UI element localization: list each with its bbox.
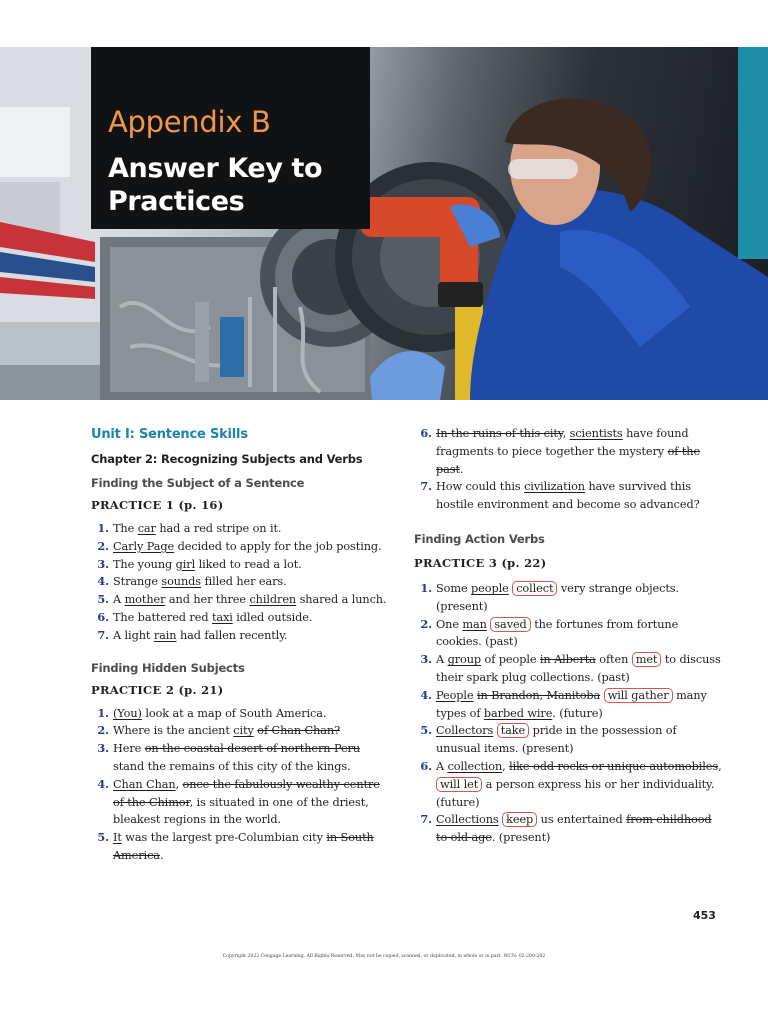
answer-item — [414, 758, 724, 811]
section-heading-finding-action: Finding Action Verbs — [414, 531, 545, 546]
answer-text: very strange objects. (present) — [436, 581, 679, 613]
verb-circled: will let — [436, 777, 482, 792]
answer-text: the fortunes from fortune cookies. (past) — [436, 617, 679, 649]
subject-underlined: Collections — [436, 813, 499, 827]
answer-text: A — [113, 593, 125, 607]
verb-circled: will gather — [604, 688, 673, 703]
subject-underlined: collection — [447, 759, 503, 773]
answer-number: 7. — [420, 812, 432, 827]
answer-number: 2. — [97, 538, 109, 553]
answer-text: , — [718, 759, 722, 773]
answer-text: of people — [481, 653, 540, 667]
answer-item — [91, 776, 391, 829]
subject-underlined: barbed wire — [483, 706, 553, 720]
prepositional-phrase-crossed: in Alberta — [539, 653, 596, 667]
answer-text: Here — [113, 742, 145, 756]
subject-underlined: children — [249, 593, 297, 607]
prepositional-phrase-crossed: from childhood to old age — [436, 813, 712, 845]
answer-text: and her three — [165, 593, 250, 607]
answer-item — [414, 651, 724, 687]
answer-text: The young — [113, 557, 176, 571]
subject-underlined: man — [462, 617, 487, 631]
answer-text: . (future) — [552, 706, 603, 720]
practice-2-heading: PRACTICE 2 (p. 21) — [91, 682, 224, 697]
prepositional-phrase-crossed: in Brandon, Manitoba — [477, 688, 601, 702]
subject-underlined: group — [447, 653, 482, 667]
verb-circled: take — [497, 723, 529, 738]
subject-underlined: (You) — [113, 706, 142, 720]
answer-number: 1. — [97, 521, 109, 535]
answer-item — [91, 591, 391, 609]
answer-number: 1. — [420, 580, 432, 595]
section-heading-finding-subject: Finding the Subject of a Sentence — [91, 476, 305, 490]
answer-text: the remains of this city of the kings. — [147, 759, 351, 773]
answer-number: 6. — [420, 426, 432, 440]
answer-text: A — [436, 653, 448, 667]
answer-item — [91, 705, 391, 723]
copyright-notice: Copyright 2022 Cengage Learning. All Rights Reserved. May not be copied, scanned, or duplicated, in whole or in part. WCN: 02-200-202 — [222, 954, 546, 959]
verb-circled: saved — [490, 617, 530, 632]
answer-text: The — [113, 522, 138, 535]
answer-text: , is situated in one of the driest, bleakest regions in the world. — [113, 795, 369, 827]
answer-number: 4. — [97, 776, 109, 791]
answer-number: 1. — [97, 705, 109, 720]
answer-number: 5. — [420, 723, 432, 738]
verb-circled: keep — [502, 812, 537, 827]
answer-text: Strange — [113, 575, 162, 589]
answer-item — [91, 722, 391, 740]
subject-underlined: scientists — [569, 427, 623, 440]
unit-title: Unit I: Sentence Skills — [91, 427, 248, 442]
subject-underlined: Collectors — [436, 724, 494, 738]
prepositional-phrase-crossed: of the past — [436, 444, 701, 476]
answer-text: . (present) — [491, 831, 551, 845]
answer-number: 2. — [97, 723, 109, 738]
answer-text: . — [459, 462, 464, 476]
answer-text: How could this — [436, 480, 525, 494]
verb-circled: collect — [512, 581, 557, 596]
answer-text: idled outside. — [232, 610, 313, 624]
answer-item — [414, 425, 724, 478]
answer-item — [91, 556, 391, 574]
answer-number: 7. — [420, 479, 432, 494]
subject-underlined: sounds — [161, 575, 201, 589]
prepositional-phrase-crossed: once the fabulously wealthy centre of the Chimor — [113, 777, 380, 809]
answer-text: . — [159, 848, 164, 862]
answer-number: 4. — [420, 687, 432, 702]
answer-item — [91, 609, 391, 627]
subject-underlined: Carly Page — [113, 539, 175, 553]
answer-text: filled her ears. — [201, 575, 287, 589]
answer-text: A light — [113, 628, 154, 642]
answer-item — [91, 520, 391, 538]
answer-number: 3. — [97, 741, 109, 756]
answer-text: to discuss their spark plug collections. (past) — [436, 653, 721, 684]
subject-underlined: rain — [153, 628, 177, 642]
teal-tab — [738, 47, 768, 259]
answer-text: One — [436, 617, 463, 631]
answer-text: us entertained — [537, 813, 627, 827]
chapter-title: Chapter 2: Recognizing Subjects and Verbs — [91, 452, 363, 466]
subject-underlined: civilization — [524, 480, 585, 494]
answer-number: 3. — [97, 556, 109, 571]
answer-text: Where is the ancient — [113, 724, 234, 738]
prepositional-phrase-crossed: like odd rocks or unique automobiles — [509, 759, 719, 773]
subject-underlined: It — [113, 831, 122, 845]
subject-underlined: girl — [175, 557, 196, 571]
answer-text: have survived this hostile environment and become so advanced? — [436, 480, 700, 512]
answer-item — [414, 722, 724, 758]
practice-3-heading: PRACTICE 3 (p. 22) — [414, 555, 547, 570]
answer-number: 4. — [97, 574, 109, 589]
prepositional-phrase-crossed: In the ruins of this city — [436, 427, 563, 440]
answer-item — [91, 740, 391, 776]
answer-text: Some — [436, 581, 472, 595]
answer-text: decided to apply for the job posting. — [174, 539, 382, 553]
answer-text: had a red stripe on it. — [155, 522, 282, 535]
prepositional-phrase-crossed: in South America — [113, 831, 374, 862]
answer-text: pride in the possession of unusual items. (present) — [436, 724, 677, 756]
answer-item — [414, 580, 724, 616]
answer-item — [91, 573, 391, 591]
right-column — [414, 425, 724, 847]
answer-text: A — [436, 759, 448, 773]
answer-text: often — [595, 653, 632, 667]
subject-underlined: city — [233, 724, 254, 738]
practice-2-list — [91, 705, 391, 865]
answer-item — [414, 478, 724, 514]
practice-1-heading: PRACTICE 1 (p. 16) — [91, 498, 224, 512]
answer-item — [414, 687, 724, 723]
subject-underlined: people — [471, 581, 509, 595]
page-title: Answer Key to Practices — [108, 153, 323, 217]
answer-item — [414, 811, 724, 847]
subject-underlined: taxi — [211, 610, 233, 624]
practice-3-list — [414, 580, 724, 847]
answer-text: look at a map of South America. — [141, 706, 327, 720]
answer-text: The battered red — [113, 610, 212, 624]
appendix-label: Appendix B — [108, 105, 271, 139]
answer-number: 6. — [420, 758, 432, 773]
subject-underlined: People — [436, 688, 474, 702]
left-column — [91, 420, 391, 865]
answer-number: 5. — [97, 592, 109, 607]
answer-text: , — [562, 427, 570, 440]
answer-text: , — [175, 777, 183, 791]
answer-number: 2. — [420, 616, 432, 631]
answer-item — [91, 538, 391, 556]
answer-number: 7. — [97, 627, 109, 642]
answer-text: , — [502, 759, 510, 773]
page-number: 453 — [693, 909, 716, 922]
answer-number: 5. — [97, 830, 109, 845]
prepositional-phrase-crossed: of Chan Chan? — [257, 724, 341, 738]
answer-number: 3. — [420, 652, 432, 667]
prepositional-phrase-crossed: on the coastal desert of northern Peru — [144, 742, 361, 756]
answer-item — [91, 829, 391, 865]
answer-item — [414, 616, 724, 652]
answer-number: 6. — [97, 609, 109, 624]
subject-underlined: mother — [124, 593, 166, 607]
answer-text: stand — [113, 759, 148, 773]
answer-text: liked to read a lot. — [195, 557, 302, 571]
practice-1-list — [91, 520, 391, 645]
answer-text: was the largest pre-Columbian city — [121, 831, 327, 845]
subject-underlined: Chan Chan — [113, 777, 176, 791]
verb-circled: met — [632, 652, 662, 667]
answer-text: had fallen recently. — [176, 628, 288, 642]
section-heading-finding-hidden: Finding Hidden Subjects — [91, 660, 245, 675]
title-box — [91, 47, 370, 229]
answer-text: many types of — [436, 688, 707, 720]
answer-text: a person express his or her individuality. (future) — [436, 777, 715, 809]
answer-text: shared a lunch. — [296, 593, 387, 607]
answer-text: have found fragments to piece together the mystery — [436, 427, 689, 458]
subject-underlined: car — [137, 522, 156, 535]
practice-2-list-continued — [414, 425, 724, 514]
answer-item — [91, 627, 391, 645]
